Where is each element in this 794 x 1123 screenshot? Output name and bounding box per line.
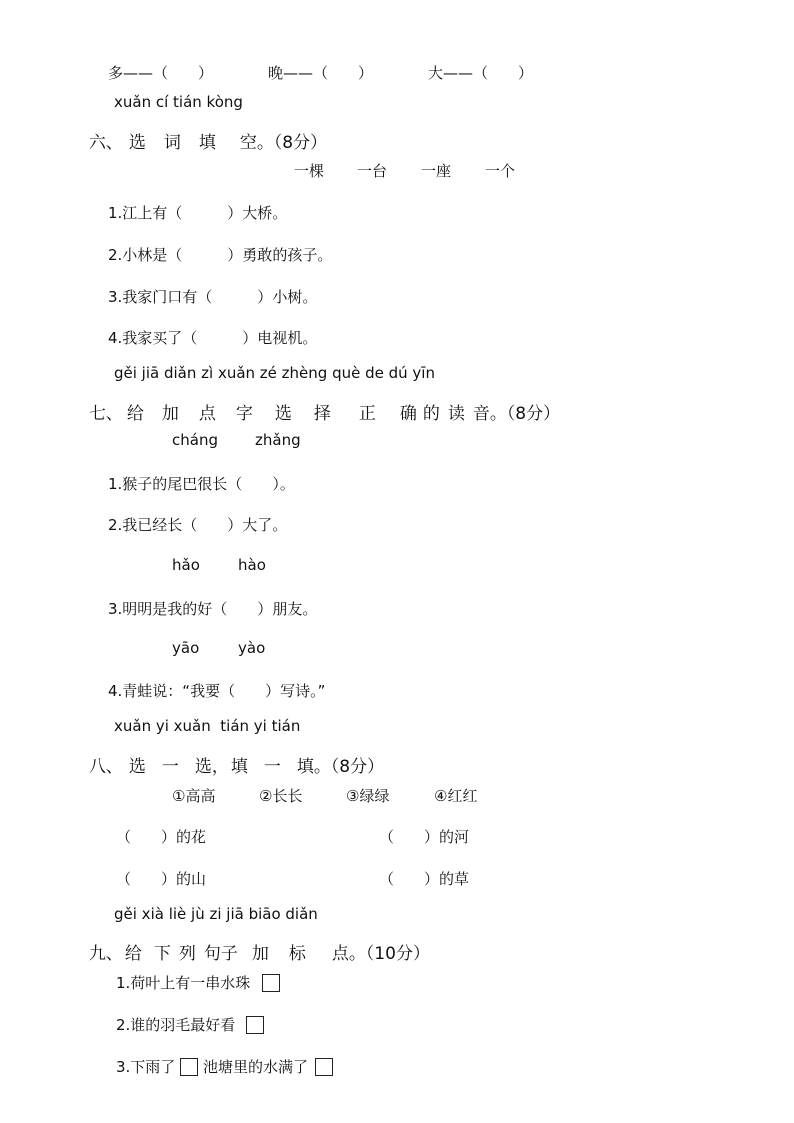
section7-char: 加 <box>161 404 179 424</box>
option-gaogao: ①高高 <box>172 787 216 805</box>
section8-heading <box>78 732 384 777</box>
punctuation-box-1[interactable] <box>262 974 280 992</box>
option-yitai: 一台 <box>357 162 388 180</box>
section7-number: 七、 <box>88 404 123 424</box>
pinyin-option-yao4: yào <box>238 639 266 657</box>
section7-char: 给 <box>126 404 144 424</box>
punctuation-box-3[interactable] <box>180 1058 198 1076</box>
punctuation-box-2[interactable] <box>246 1016 264 1034</box>
section6-score: 。（8分） <box>256 133 328 153</box>
top-item-da: 大——（ ） <box>428 64 534 82</box>
section6-item-3: 3.我家门口有（ ）小树。 <box>108 288 318 306</box>
blank-grass: （ ）的草 <box>379 870 470 888</box>
section7-char: 音 <box>472 404 490 424</box>
blank-flower: （ ）的花 <box>116 828 207 846</box>
section8-char: 填 <box>230 757 248 777</box>
section8-char: 选 <box>194 757 212 777</box>
option-yige: 一个 <box>485 162 516 180</box>
section6-item-1: 1.江上有（ ）大桥。 <box>108 204 288 222</box>
top-item-duo: 多——（ ） <box>108 64 214 82</box>
section7-item-3: 3.明明是我的好（ ）朋友。 <box>108 600 318 618</box>
section9-pinyin: gěi xià liè jù zi jiā biāo diǎn <box>114 905 318 923</box>
punctuation-box-4[interactable] <box>315 1058 333 1076</box>
blank-river: （ ）的河 <box>379 828 470 846</box>
pinyin-option-yao1: yāo <box>172 639 200 657</box>
section6-number: 六、 <box>88 133 123 153</box>
section7-score: 。（8分） <box>489 404 561 424</box>
section9-char: 加 <box>251 944 269 964</box>
section9-char: 给 <box>124 944 142 964</box>
section6-pinyin: xuǎn cí tián kòng <box>114 93 243 111</box>
section7-heading <box>78 379 560 424</box>
option-honghong: ④红红 <box>434 787 478 805</box>
section7-item-2: 2.我已经长（ ）大了。 <box>108 516 288 534</box>
pinyin-option-hao3: hǎo <box>172 556 200 574</box>
pinyin-option-zhang: zhǎng <box>255 431 301 449</box>
section8-score: 。（8分） <box>313 757 385 777</box>
section7-item-1: 1.猴子的尾巴很长（ ）。 <box>108 475 295 493</box>
section6-item-2: 2.小林是（ ）勇敢的孩子。 <box>108 246 333 264</box>
option-changchang: ②长长 <box>259 787 303 805</box>
section7-char: 点 <box>198 404 216 424</box>
section7-pinyin: gěi jiā diǎn zì xuǎn zé zhèng què de dú yīn <box>114 364 435 382</box>
section9-char: 标 <box>288 944 306 964</box>
section8-char: 一 <box>161 757 179 777</box>
section8-char: 一 <box>263 757 281 777</box>
section9-item-1: 1.荷叶上有一串水珠 <box>116 974 251 992</box>
section7-char: 正 <box>358 404 376 424</box>
pinyin-option-chang: cháng <box>172 431 218 449</box>
section9-number: 九、 <box>88 944 123 964</box>
section6-char: 填 <box>198 133 216 153</box>
section9-char: 子 <box>220 944 238 964</box>
section8-pinyin: xuǎn yi xuǎn tián yi tián <box>114 717 301 735</box>
section9-char: 点 <box>331 944 349 964</box>
section9-item-3-part1: 3.下雨了 <box>116 1058 176 1076</box>
section6-item-4: 4.我家买了（ ）电视机。 <box>108 329 318 347</box>
blank-mountain: （ ）的山 <box>116 870 207 888</box>
section9-char: 句 <box>203 944 221 964</box>
section7-char: 择 <box>313 404 331 424</box>
section9-score: 。（10分） <box>348 944 430 964</box>
section7-char: 字 <box>235 404 253 424</box>
section7-char: 读 <box>447 404 465 424</box>
section9-item-2: 2.谁的羽毛最好看 <box>116 1016 236 1034</box>
top-item-wan: 晚——（ ） <box>268 64 374 82</box>
section8-char: 选 <box>128 757 146 777</box>
section8-char: ， <box>211 757 229 777</box>
option-yizuo: 一座 <box>421 162 452 180</box>
section6-char: 词 <box>163 133 181 153</box>
section7-char: 选 <box>274 404 292 424</box>
section7-char: 确 <box>399 404 417 424</box>
section9-char: 列 <box>178 944 196 964</box>
section6-heading <box>78 108 327 153</box>
section9-char: 下 <box>153 944 171 964</box>
section8-number: 八、 <box>88 757 123 777</box>
section9-heading <box>78 919 430 964</box>
option-yike: 一棵 <box>294 162 325 180</box>
section6-char: 选 <box>128 133 146 153</box>
section8-char: 填 <box>296 757 314 777</box>
section7-item-4: 4.青蛙说：“我要（ ）写诗。” <box>108 682 326 700</box>
pinyin-option-hao4: hào <box>238 556 266 574</box>
section7-char: 的 <box>422 404 440 424</box>
option-lvlv: ③绿绿 <box>346 787 390 805</box>
section9-item-3-part2: 池塘里的水满了 <box>203 1058 309 1076</box>
section6-char: 空 <box>239 133 257 153</box>
